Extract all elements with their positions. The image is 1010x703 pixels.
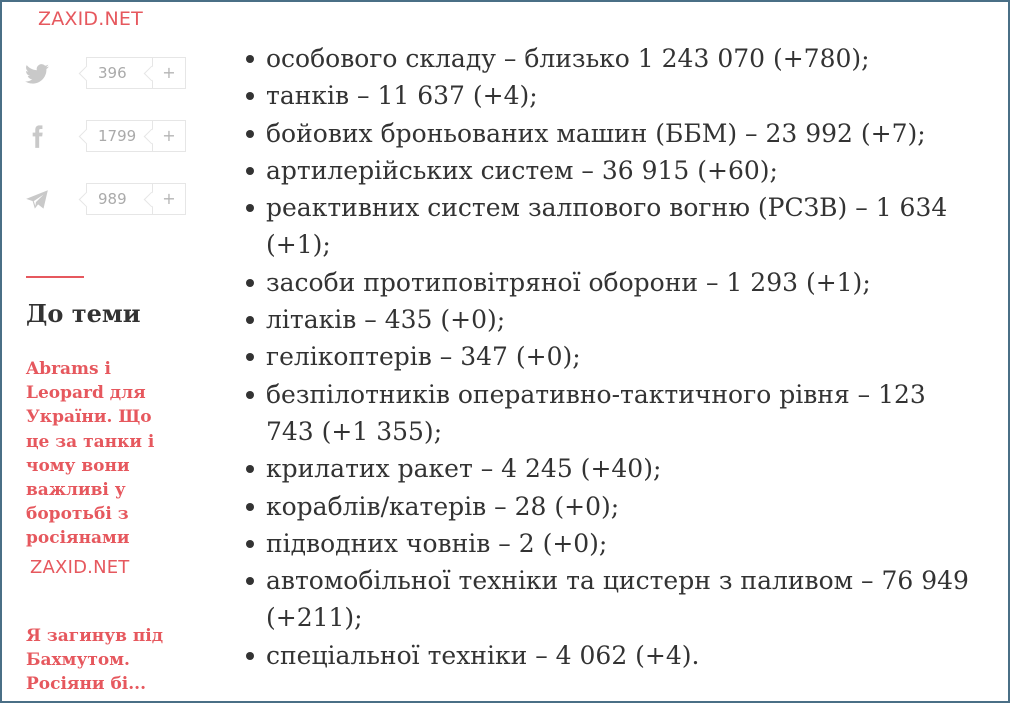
bullet <box>246 167 254 175</box>
list-item: засоби протиповітряної оборони – 1 293 (+1); <box>246 264 976 301</box>
list-item: безпілотників оперативно-тактичного рівня – 123 743 (+1 355); <box>246 376 976 451</box>
telegram-share[interactable] <box>24 183 176 217</box>
list-item: автомобільної техніки та цистерн з паливом – 76 949 (+211); <box>246 562 976 637</box>
bullet <box>246 652 254 660</box>
bullet <box>246 279 254 287</box>
twitter-plus-button[interactable]: + <box>152 57 186 89</box>
section-divider <box>26 276 84 278</box>
bullet <box>246 130 254 138</box>
list-item: спеціальної техніки – 4 062 (+4). <box>246 637 976 674</box>
facebook-share[interactable] <box>24 120 176 154</box>
telegram-plus-button[interactable]: + <box>152 183 186 215</box>
list-item: особового складу – близько 1 243 070 (+780); <box>246 40 976 77</box>
bullet <box>246 316 254 324</box>
list-item: реактивних систем залпового вогню (РСЗВ) – 1 634 (+1); <box>246 189 976 264</box>
twitter-icon <box>24 61 50 87</box>
bullet <box>246 353 254 361</box>
bullet <box>246 577 254 585</box>
list-item: крилатих ракет – 4 245 (+40); <box>246 450 976 487</box>
related-article-link[interactable]: Abrams і Leopard для України. Що це за танки і чому вони важливі у боротьбі з росіянами <box>26 359 155 549</box>
list-item: літаків – 435 (+0); <box>246 301 976 338</box>
losses-list <box>246 40 976 674</box>
bullet <box>246 55 254 63</box>
bullet <box>246 540 254 548</box>
site-logo[interactable]: ZAXID.NET <box>38 8 143 30</box>
bullet <box>246 204 254 212</box>
telegram-icon <box>24 187 50 213</box>
list-item: гелікоптерів – 347 (+0); <box>246 338 976 375</box>
facebook-plus-button[interactable]: + <box>152 120 186 152</box>
twitter-share[interactable] <box>24 57 176 91</box>
bullet <box>246 92 254 100</box>
facebook-count: 1799 <box>86 120 152 152</box>
list-item: танків – 11 637 (+4); <box>246 77 976 114</box>
related-article-link-2[interactable]: Я загинув під Бахмутом. Росіяни бі... <box>26 626 164 695</box>
list-item: бойових броньованих машин (ББМ) – 23 992 (+7); <box>246 115 976 152</box>
bullet <box>246 465 254 473</box>
related-article-source[interactable]: ZAXID.NET <box>30 557 130 578</box>
telegram-count: 989 <box>86 183 152 215</box>
twitter-count: 396 <box>86 57 152 89</box>
bullet <box>246 503 254 511</box>
list-item: кораблів/катерів – 28 (+0); <box>246 488 976 525</box>
facebook-icon <box>24 124 50 150</box>
list-item: підводних човнів – 2 (+0); <box>246 525 976 562</box>
related-heading: До теми <box>26 299 141 328</box>
bullet <box>246 391 254 399</box>
list-item: артилерійських систем – 36 915 (+60); <box>246 152 976 189</box>
